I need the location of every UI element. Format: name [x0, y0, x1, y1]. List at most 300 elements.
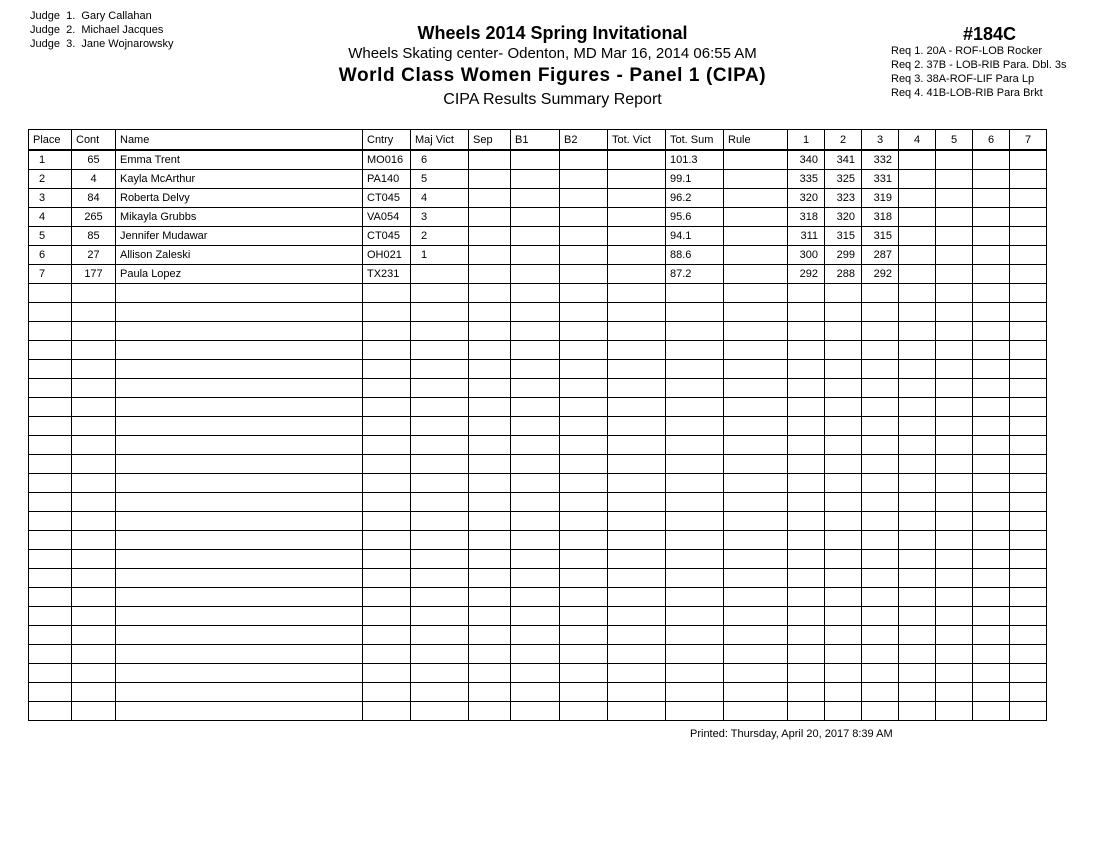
- b1-cell: [511, 569, 560, 588]
- place-cell: [29, 493, 72, 512]
- judge1-score-cell: [788, 607, 825, 626]
- tot-sum-cell: [666, 436, 724, 455]
- judge7-score-cell: [1010, 208, 1047, 227]
- maj-vict-cell: [411, 645, 469, 664]
- tot-sum-cell: [666, 417, 724, 436]
- b1-cell: [511, 683, 560, 702]
- contestant-cell: [72, 683, 116, 702]
- name-cell: [116, 626, 363, 645]
- judge2-score-cell: [825, 607, 862, 626]
- judge2-score-cell: [825, 531, 862, 550]
- name-cell: [116, 683, 363, 702]
- maj-vict-cell: 6: [411, 150, 469, 170]
- sep-cell: [469, 379, 511, 398]
- place-cell: 1: [29, 150, 72, 170]
- judge7-score-cell: [1010, 303, 1047, 322]
- tot-vict-cell: [608, 626, 666, 645]
- b2-cell: [560, 341, 608, 360]
- judge2-score-cell: [825, 360, 862, 379]
- judge4-score-cell: [899, 664, 936, 683]
- judge3-score-cell: 292: [862, 265, 899, 284]
- country-cell: [363, 664, 411, 683]
- country-cell: [363, 588, 411, 607]
- judge5-score-cell: [936, 607, 973, 626]
- judge5-score-cell: [936, 683, 973, 702]
- judge7-score-cell: [1010, 645, 1047, 664]
- b1-cell: [511, 379, 560, 398]
- rule-cell: [724, 303, 788, 322]
- judge6-score-cell: [973, 246, 1010, 265]
- judge4-score-cell: [899, 189, 936, 208]
- event-code: #184C: [963, 24, 1017, 44]
- maj-vict-cell: [411, 683, 469, 702]
- judge4-score-cell: [899, 170, 936, 189]
- judge5-score-cell: [936, 455, 973, 474]
- judge7-score-cell: [1010, 265, 1047, 284]
- judge3-score-cell: [862, 588, 899, 607]
- table-row: [29, 265, 1047, 284]
- contestant-cell: 265: [72, 208, 116, 227]
- rule-cell: [724, 550, 788, 569]
- table-row: [29, 360, 1047, 379]
- judge7-score-cell: [1010, 322, 1047, 341]
- judge7-score-cell: [1010, 284, 1047, 303]
- judge5-score-cell: [936, 702, 973, 721]
- tot-vict-cell: [608, 474, 666, 493]
- sep-cell: [469, 645, 511, 664]
- judge1-score-cell: [788, 436, 825, 455]
- b2-cell: [560, 170, 608, 189]
- contestant-cell: [72, 588, 116, 607]
- judge-name: Michael Jacques: [81, 24, 164, 36]
- name-cell: [116, 455, 363, 474]
- requirement-item: [891, 44, 1066, 58]
- name-cell: [116, 322, 363, 341]
- tot-vict-cell: [608, 360, 666, 379]
- tot-vict-cell: [608, 645, 666, 664]
- table-row: [29, 683, 1047, 702]
- b2-cell: [560, 512, 608, 531]
- column-header: Tot. Sum: [666, 130, 724, 151]
- judge4-score-cell: [899, 303, 936, 322]
- judge4-score-cell: [899, 284, 936, 303]
- place-cell: 6: [29, 246, 72, 265]
- place-cell: [29, 417, 72, 436]
- judge5-score-cell: [936, 512, 973, 531]
- requirement-text: 38A-ROF-LIF Para Lp: [926, 73, 1035, 85]
- contestant-cell: [72, 379, 116, 398]
- name-cell: [116, 531, 363, 550]
- judge1-score-cell: [788, 379, 825, 398]
- table-row: [29, 474, 1047, 493]
- judge4-score-cell: [899, 208, 936, 227]
- table-row: [29, 645, 1047, 664]
- table-row: [29, 550, 1047, 569]
- rule-cell: [724, 170, 788, 189]
- judge2-score-cell: 323: [825, 189, 862, 208]
- tot-vict-cell: [608, 493, 666, 512]
- judge-name: Jane Wojnarowsky: [81, 38, 174, 50]
- place-cell: [29, 531, 72, 550]
- tot-vict-cell: [608, 569, 666, 588]
- sep-cell: [469, 417, 511, 436]
- b2-cell: [560, 303, 608, 322]
- place-cell: [29, 379, 72, 398]
- maj-vict-cell: 1: [411, 246, 469, 265]
- b1-cell: [511, 265, 560, 284]
- judge6-score-cell: [973, 493, 1010, 512]
- b2-cell: [560, 493, 608, 512]
- judge2-score-cell: [825, 303, 862, 322]
- maj-vict-cell: [411, 360, 469, 379]
- judge1-score-cell: [788, 417, 825, 436]
- b2-cell: [560, 550, 608, 569]
- judge5-score-cell: [936, 265, 973, 284]
- country-cell: [363, 322, 411, 341]
- sep-cell: [469, 683, 511, 702]
- sep-cell: [469, 702, 511, 721]
- requirement-item: [891, 72, 1066, 86]
- tot-vict-cell: [608, 150, 666, 170]
- tot-sum-cell: [666, 493, 724, 512]
- judge4-score-cell: [899, 227, 936, 246]
- judge7-score-cell: [1010, 170, 1047, 189]
- b2-cell: [560, 417, 608, 436]
- b2-cell: [560, 322, 608, 341]
- tot-vict-cell: [608, 322, 666, 341]
- country-cell: [363, 512, 411, 531]
- tot-sum-cell: 88.6: [666, 246, 724, 265]
- rule-cell: [724, 512, 788, 531]
- maj-vict-cell: [411, 702, 469, 721]
- requirement-label: Req 4.: [891, 87, 924, 99]
- judge5-score-cell: [936, 626, 973, 645]
- country-cell: [363, 550, 411, 569]
- rule-cell: [724, 189, 788, 208]
- country-cell: [363, 569, 411, 588]
- tot-vict-cell: [608, 189, 666, 208]
- judge1-score-cell: [788, 512, 825, 531]
- sep-cell: [469, 569, 511, 588]
- judge1-score-cell: 320: [788, 189, 825, 208]
- judges-list: [30, 9, 174, 51]
- country-cell: PA140: [363, 170, 411, 189]
- rule-cell: [724, 683, 788, 702]
- b1-cell: [511, 398, 560, 417]
- tot-vict-cell: [608, 607, 666, 626]
- rule-cell: [724, 702, 788, 721]
- tot-vict-cell: [608, 303, 666, 322]
- judge7-score-cell: [1010, 455, 1047, 474]
- country-cell: TX231: [363, 265, 411, 284]
- judge1-score-cell: [788, 588, 825, 607]
- judge2-score-cell: [825, 322, 862, 341]
- maj-vict-cell: [411, 493, 469, 512]
- tot-sum-cell: [666, 531, 724, 550]
- judge1-score-cell: 311: [788, 227, 825, 246]
- b2-cell: [560, 455, 608, 474]
- table-row: [29, 170, 1047, 189]
- b2-cell: [560, 664, 608, 683]
- table-row: [29, 455, 1047, 474]
- contestant-cell: [72, 512, 116, 531]
- judge-label: Judge 1.: [30, 10, 76, 22]
- place-cell: 5: [29, 227, 72, 246]
- sep-cell: [469, 512, 511, 531]
- sep-cell: [469, 531, 511, 550]
- judge1-score-cell: [788, 531, 825, 550]
- country-cell: [363, 645, 411, 664]
- table-row: [29, 303, 1047, 322]
- table-row: [29, 227, 1047, 246]
- tot-sum-cell: [666, 683, 724, 702]
- tot-vict-cell: [608, 417, 666, 436]
- column-header: Cont: [72, 130, 116, 151]
- maj-vict-cell: 5: [411, 170, 469, 189]
- judge1-score-cell: 300: [788, 246, 825, 265]
- contestant-cell: [72, 531, 116, 550]
- column-header: 2: [825, 130, 862, 151]
- tot-vict-cell: [608, 702, 666, 721]
- judge5-score-cell: [936, 150, 973, 170]
- judge2-score-cell: [825, 436, 862, 455]
- b2-cell: [560, 645, 608, 664]
- judge3-score-cell: [862, 360, 899, 379]
- judge6-score-cell: [973, 322, 1010, 341]
- judge6-score-cell: [973, 341, 1010, 360]
- judge5-score-cell: [936, 645, 973, 664]
- b2-cell: [560, 436, 608, 455]
- place-cell: [29, 512, 72, 531]
- judge6-score-cell: [973, 455, 1010, 474]
- country-cell: [363, 417, 411, 436]
- category-title: World Class Women Figures - Panel 1 (CIPA): [338, 65, 767, 86]
- judge6-score-cell: [973, 265, 1010, 284]
- country-cell: [363, 626, 411, 645]
- judge4-score-cell: [899, 512, 936, 531]
- tot-vict-cell: [608, 246, 666, 265]
- requirement-item: [891, 86, 1066, 100]
- b2-cell: [560, 284, 608, 303]
- judge2-score-cell: 315: [825, 227, 862, 246]
- judge1-score-cell: [788, 303, 825, 322]
- b1-cell: [511, 170, 560, 189]
- judge7-score-cell: [1010, 341, 1047, 360]
- contestant-cell: [72, 284, 116, 303]
- contestant-cell: [72, 436, 116, 455]
- judge2-score-cell: [825, 341, 862, 360]
- tot-vict-cell: [608, 455, 666, 474]
- place-cell: [29, 702, 72, 721]
- maj-vict-cell: [411, 455, 469, 474]
- judge4-score-cell: [899, 455, 936, 474]
- b1-cell: [511, 341, 560, 360]
- judge7-score-cell: [1010, 493, 1047, 512]
- name-cell: Mikayla Grubbs: [116, 208, 363, 227]
- judge2-score-cell: [825, 702, 862, 721]
- b1-cell: [511, 664, 560, 683]
- contestant-cell: [72, 474, 116, 493]
- maj-vict-cell: 3: [411, 208, 469, 227]
- judge3-score-cell: 319: [862, 189, 899, 208]
- b2-cell: [560, 588, 608, 607]
- b2-cell: [560, 607, 608, 626]
- judge2-score-cell: [825, 417, 862, 436]
- maj-vict-cell: [411, 531, 469, 550]
- place-cell: [29, 683, 72, 702]
- country-cell: [363, 474, 411, 493]
- tot-sum-cell: [666, 398, 724, 417]
- b1-cell: [511, 512, 560, 531]
- judge5-score-cell: [936, 569, 973, 588]
- judge7-score-cell: [1010, 607, 1047, 626]
- judge2-score-cell: 320: [825, 208, 862, 227]
- judge7-score-cell: [1010, 664, 1047, 683]
- b2-cell: [560, 626, 608, 645]
- maj-vict-cell: [411, 436, 469, 455]
- venue-line: Wheels Skating center- Odenton, MD Mar 16, 2014 06:55 AM: [348, 45, 757, 62]
- b1-cell: [511, 436, 560, 455]
- judge2-score-cell: 341: [825, 150, 862, 170]
- judge7-score-cell: [1010, 360, 1047, 379]
- place-cell: [29, 550, 72, 569]
- b1-cell: [511, 645, 560, 664]
- country-cell: [363, 360, 411, 379]
- place-cell: 4: [29, 208, 72, 227]
- maj-vict-cell: 4: [411, 189, 469, 208]
- b2-cell: [560, 360, 608, 379]
- b1-cell: [511, 246, 560, 265]
- rule-cell: [724, 227, 788, 246]
- column-header: Place: [29, 130, 72, 151]
- tot-sum-cell: [666, 607, 724, 626]
- judge2-score-cell: [825, 588, 862, 607]
- b2-cell: [560, 208, 608, 227]
- sep-cell: [469, 284, 511, 303]
- sep-cell: [469, 588, 511, 607]
- judge3-score-cell: [862, 626, 899, 645]
- country-cell: OH021: [363, 246, 411, 265]
- judge1-score-cell: [788, 683, 825, 702]
- b1-cell: [511, 531, 560, 550]
- maj-vict-cell: [411, 550, 469, 569]
- name-cell: [116, 664, 363, 683]
- sep-cell: [469, 474, 511, 493]
- column-header: Cntry: [363, 130, 411, 151]
- name-cell: Jennifer Mudawar: [116, 227, 363, 246]
- b2-cell: [560, 398, 608, 417]
- rule-cell: [724, 398, 788, 417]
- judge7-score-cell: [1010, 683, 1047, 702]
- tot-sum-cell: [666, 645, 724, 664]
- judge2-score-cell: [825, 550, 862, 569]
- tot-vict-cell: [608, 531, 666, 550]
- country-cell: [363, 284, 411, 303]
- rule-cell: [724, 531, 788, 550]
- judge5-score-cell: [936, 531, 973, 550]
- tot-vict-cell: [608, 664, 666, 683]
- judge6-score-cell: [973, 626, 1010, 645]
- name-cell: [116, 702, 363, 721]
- table-row: [29, 588, 1047, 607]
- tot-sum-cell: [666, 569, 724, 588]
- judge6-score-cell: [973, 550, 1010, 569]
- judge6-score-cell: [973, 645, 1010, 664]
- maj-vict-cell: [411, 569, 469, 588]
- contestant-cell: [72, 417, 116, 436]
- judge1-score-cell: 335: [788, 170, 825, 189]
- judge5-score-cell: [936, 322, 973, 341]
- requirement-text: 37B - LOB-RIB Para. Dbl. 3s: [926, 59, 1067, 71]
- judge1-score-cell: [788, 550, 825, 569]
- judge2-score-cell: 325: [825, 170, 862, 189]
- country-cell: [363, 455, 411, 474]
- judge4-score-cell: [899, 531, 936, 550]
- rule-cell: [724, 379, 788, 398]
- rule-cell: [724, 436, 788, 455]
- table-row: [29, 246, 1047, 265]
- b1-cell: [511, 150, 560, 170]
- judge6-score-cell: [973, 284, 1010, 303]
- requirement-label: Req 2.: [891, 59, 924, 71]
- tot-sum-cell: [666, 303, 724, 322]
- column-header: 4: [899, 130, 936, 151]
- rule-cell: [724, 588, 788, 607]
- place-cell: [29, 360, 72, 379]
- b2-cell: [560, 531, 608, 550]
- name-cell: [116, 645, 363, 664]
- sep-cell: [469, 227, 511, 246]
- country-cell: [363, 303, 411, 322]
- contestant-cell: [72, 702, 116, 721]
- judge7-score-cell: [1010, 227, 1047, 246]
- name-cell: [116, 436, 363, 455]
- b1-cell: [511, 303, 560, 322]
- judge3-score-cell: [862, 455, 899, 474]
- b1-cell: [511, 227, 560, 246]
- judge3-score-cell: 332: [862, 150, 899, 170]
- column-header: B1: [511, 130, 560, 151]
- place-cell: 7: [29, 265, 72, 284]
- sep-cell: [469, 550, 511, 569]
- table-row: [29, 436, 1047, 455]
- tot-sum-cell: [666, 360, 724, 379]
- judge4-score-cell: [899, 702, 936, 721]
- judge1-score-cell: 318: [788, 208, 825, 227]
- judge3-score-cell: [862, 322, 899, 341]
- tot-sum-cell: [666, 626, 724, 645]
- name-cell: [116, 474, 363, 493]
- judge5-score-cell: [936, 550, 973, 569]
- judge1-score-cell: [788, 474, 825, 493]
- judge3-score-cell: [862, 436, 899, 455]
- tot-vict-cell: [608, 265, 666, 284]
- sep-cell: [469, 170, 511, 189]
- judge3-score-cell: [862, 569, 899, 588]
- name-cell: Roberta Delvy: [116, 189, 363, 208]
- name-cell: [116, 284, 363, 303]
- rule-cell: [724, 474, 788, 493]
- b2-cell: [560, 246, 608, 265]
- judge6-score-cell: [973, 512, 1010, 531]
- requirements-list: [891, 44, 1066, 100]
- tot-vict-cell: [608, 170, 666, 189]
- tot-vict-cell: [608, 227, 666, 246]
- judge3-score-cell: 318: [862, 208, 899, 227]
- table-body: [29, 150, 1047, 721]
- contestant-cell: [72, 550, 116, 569]
- contestant-cell: [72, 645, 116, 664]
